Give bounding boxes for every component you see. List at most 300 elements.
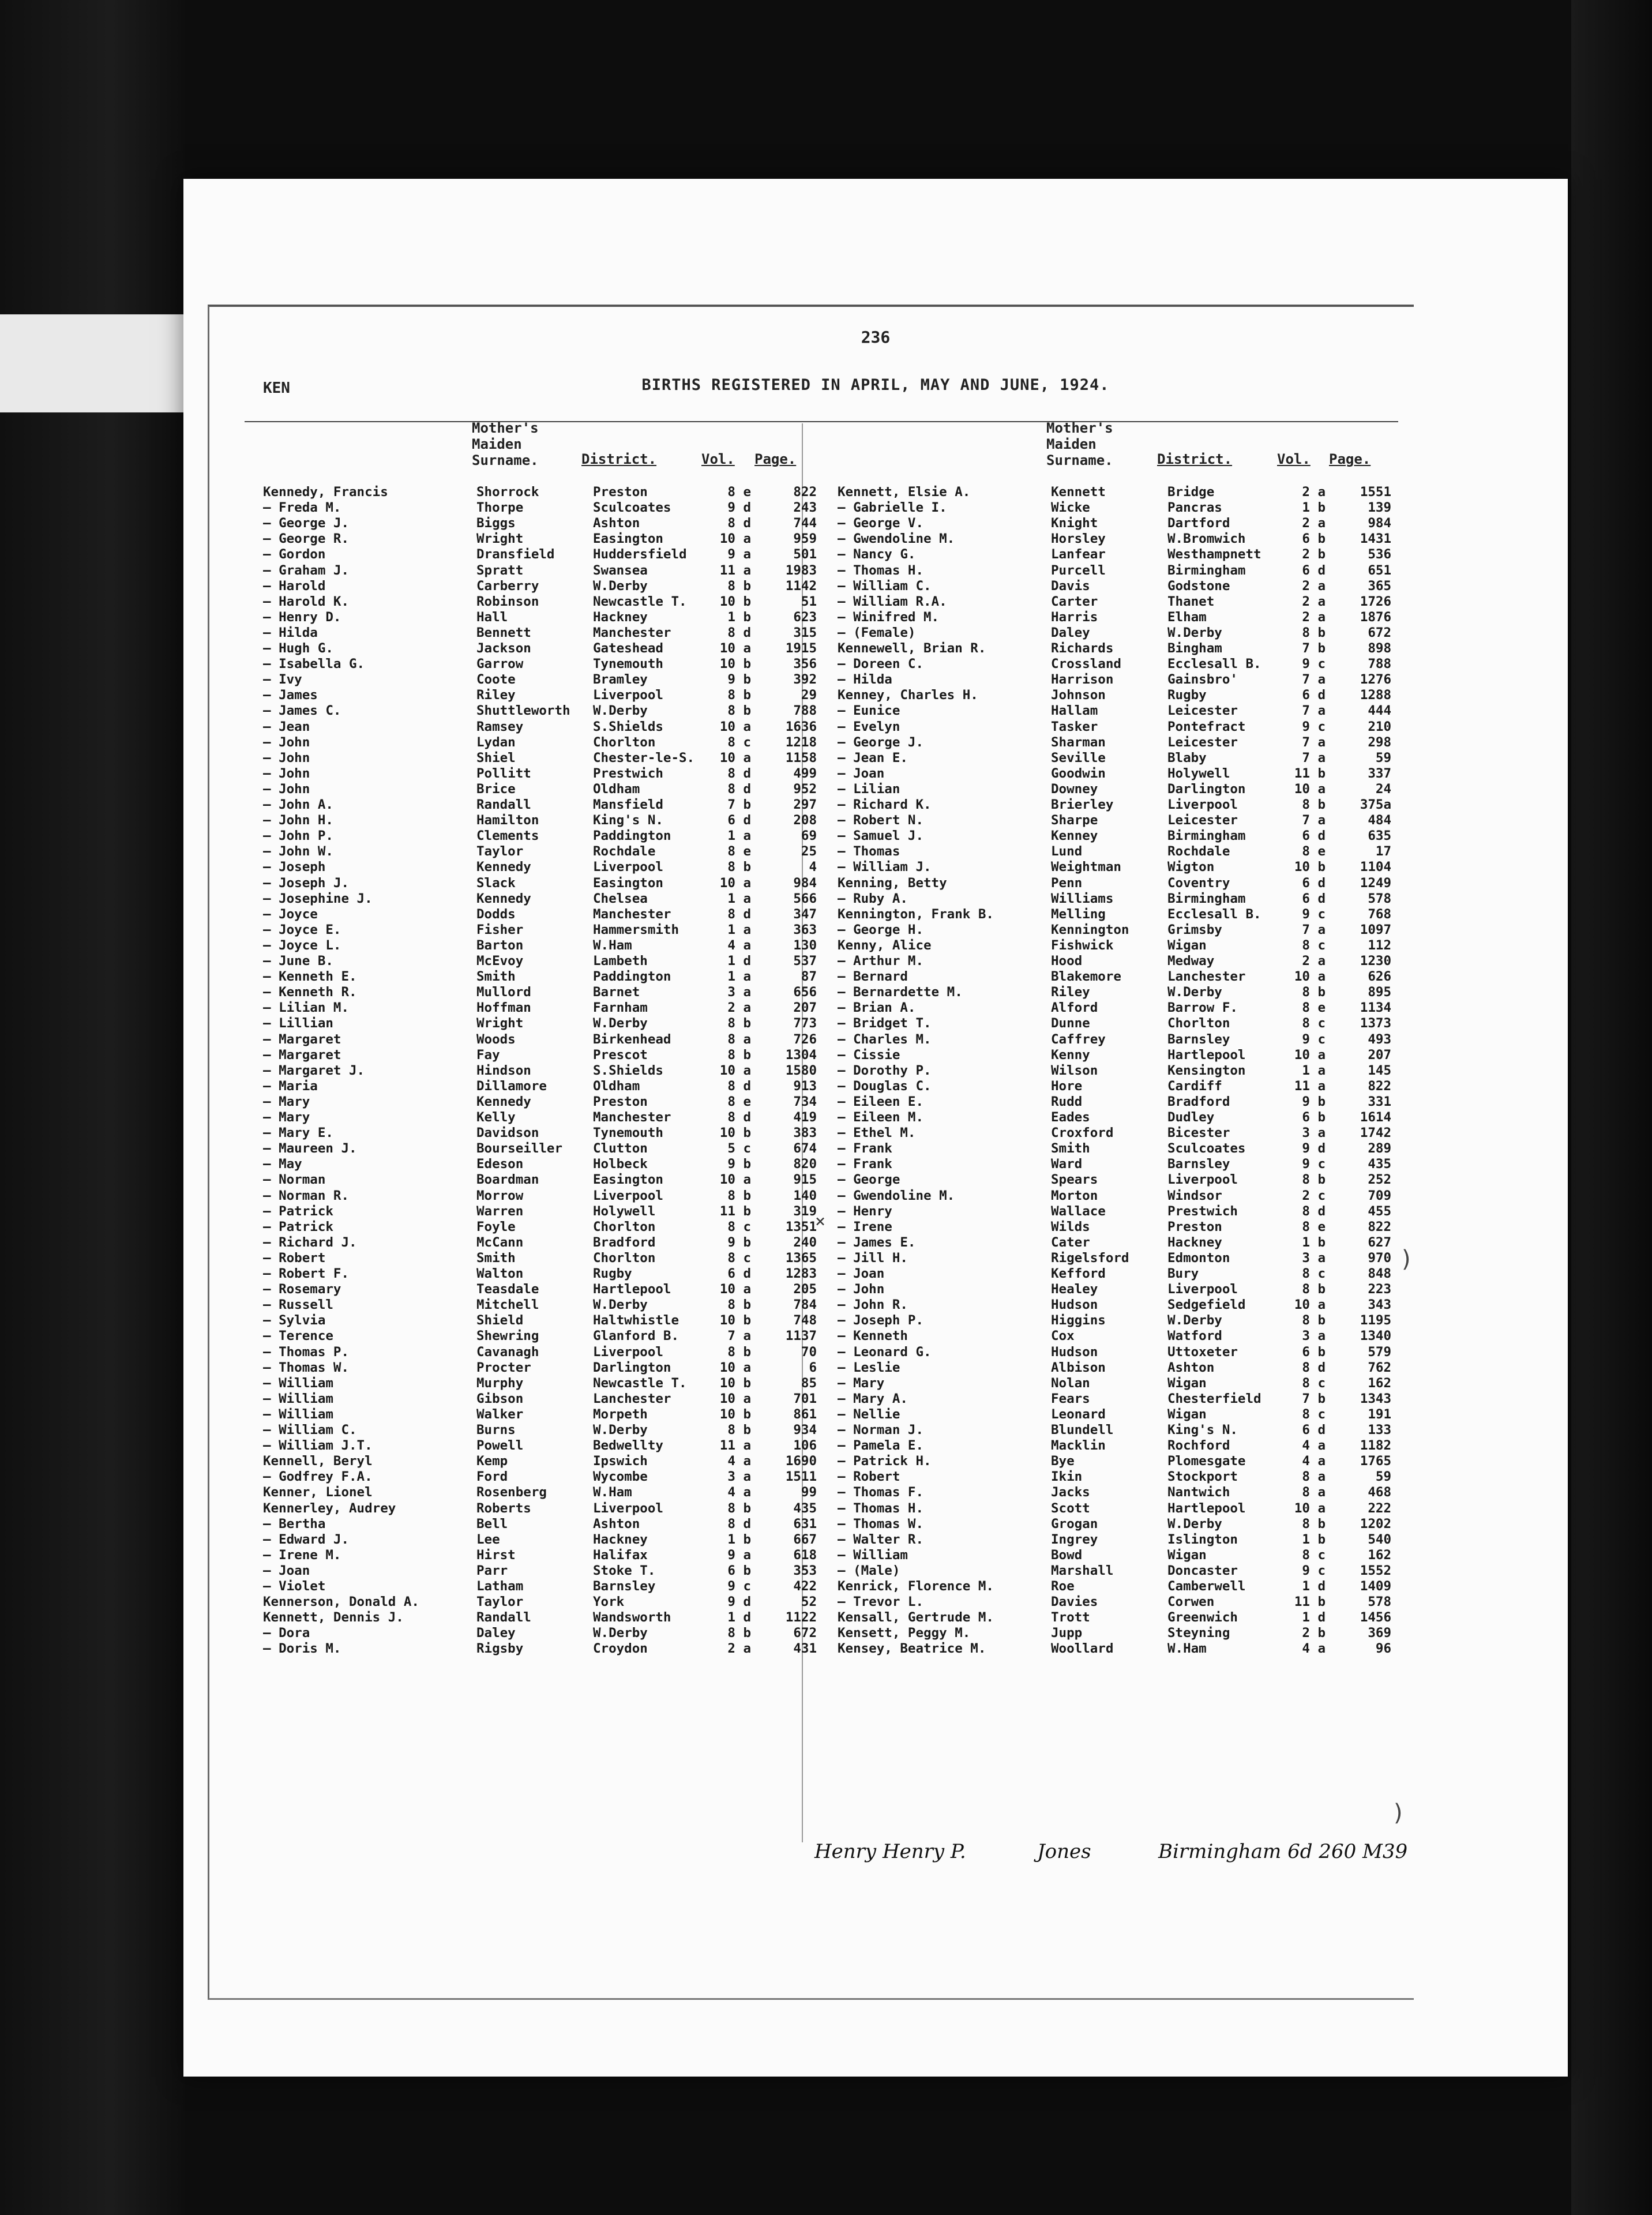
entry-volume: 8 b <box>727 1188 751 1203</box>
entry-maiden-surname: Woods <box>476 1031 516 1047</box>
entry-district: Hammersmith <box>593 922 679 937</box>
entry-page: 1915 <box>785 641 817 656</box>
entry-page: 29 <box>801 688 817 703</box>
entry-district: Lambeth <box>593 953 648 968</box>
entry-page: 356 <box>793 656 817 672</box>
entry-volume: 9 d <box>727 1594 751 1610</box>
entry-maiden-surname: Fisher <box>476 922 524 937</box>
entry-volume: 8 a <box>727 1031 751 1047</box>
entry-page: 145 <box>1368 1063 1391 1078</box>
entry-maiden-surname: Hindson <box>476 1063 531 1078</box>
margin-mark: ) <box>1402 1246 1411 1272</box>
entry-name: Kenning, Betty <box>838 875 947 891</box>
entry-maiden-surname: Burns <box>476 1422 516 1437</box>
entry-volume: 8 d <box>727 765 751 781</box>
entry-volume: 2 c <box>1302 1188 1326 1203</box>
entry-district: S.Shields <box>593 1063 663 1078</box>
entry-district: Liverpool <box>593 1188 663 1203</box>
entry-district: W.Ham <box>1167 1641 1207 1657</box>
entry-volume: 8 b <box>727 1500 751 1516</box>
entry-volume: 1 a <box>727 969 751 985</box>
entry-maiden-surname: Randall <box>476 1610 531 1625</box>
entry-district: Westhampnett <box>1167 547 1261 562</box>
entry-maiden-surname: Ward <box>1051 1157 1083 1172</box>
left-page-heading: Page. <box>754 451 797 467</box>
entry-page: 970 <box>1368 1250 1391 1266</box>
entry-name: — George J. <box>263 516 350 531</box>
entry-volume: 8 e <box>1302 1219 1326 1234</box>
entry-page: 25 <box>801 844 817 859</box>
entry-maiden-surname: Roberts <box>476 1500 531 1516</box>
entry-page: 934 <box>793 1422 817 1437</box>
entry-page: 69 <box>801 828 817 844</box>
entry-district: Pontefract <box>1167 719 1246 734</box>
entry-district: Pancras <box>1167 500 1222 516</box>
entry-name: — James C. <box>263 703 341 719</box>
entry-page: 1983 <box>785 562 817 578</box>
entry-maiden-surname: Shewring <box>476 1328 539 1344</box>
entry-district: Rugby <box>593 1266 632 1281</box>
entry-maiden-surname: Bourseiller <box>476 1141 563 1157</box>
entry-maiden-surname: Kennedy <box>476 891 531 906</box>
entry-district: Chelsea <box>593 891 648 906</box>
entry-page: 1552 <box>1360 1563 1391 1578</box>
entry-district: Holywell <box>593 1203 656 1219</box>
entry-page: 422 <box>793 1579 817 1594</box>
entry-district: Bramley <box>593 672 648 688</box>
entry-maiden-surname: Johnson <box>1051 688 1106 703</box>
entry-name: — Thomas F. <box>838 1485 924 1500</box>
entry-name: — Lilian <box>838 781 900 797</box>
entry-name: — Sylvia <box>263 1313 326 1328</box>
entry-maiden-surname: Kefford <box>1051 1266 1106 1281</box>
entry-volume: 1 d <box>1302 1610 1326 1625</box>
entry-district: Mansfield <box>593 797 663 812</box>
entry-volume: 8 d <box>1302 1360 1326 1375</box>
entry-district: W.Derby <box>593 578 648 594</box>
entry-page: 1218 <box>785 734 817 750</box>
handwritten-maiden: Jones <box>1037 1840 1091 1863</box>
entry-page: 298 <box>1368 734 1391 750</box>
entry-page: 315 <box>793 625 817 640</box>
entry-name: — Kenneth E. <box>263 969 357 985</box>
entry-maiden-surname: Ford <box>476 1469 508 1485</box>
entry-maiden-surname: Shorrock <box>476 485 539 500</box>
entry-page: 822 <box>1368 1078 1391 1094</box>
entry-page: 959 <box>793 531 817 547</box>
entry-name: Kennington, Frank B. <box>838 906 994 922</box>
entry-district: Medway <box>1167 953 1215 968</box>
entry-district: Barnsley <box>1167 1157 1230 1172</box>
entry-name: — Graham J. <box>263 562 350 578</box>
entry-maiden-surname: Smith <box>476 969 516 985</box>
entry-page: 319 <box>793 1203 817 1219</box>
entry-maiden-surname: Sharpe <box>1051 813 1098 828</box>
entry-district: W.Derby <box>593 1625 648 1641</box>
entry-maiden-surname: Purcell <box>1051 562 1106 578</box>
entry-district: Coventry <box>1167 875 1230 891</box>
entry-volume: 2 a <box>1302 609 1326 625</box>
entry-district: Glanford B. <box>593 1328 679 1344</box>
entry-district: Elham <box>1167 609 1207 625</box>
entry-district: Birmingham <box>1167 562 1246 578</box>
entry-page: 1122 <box>785 1610 817 1625</box>
heading-line: Maiden <box>1046 436 1097 452</box>
entry-name: — Lillian <box>263 1016 333 1031</box>
entry-page: 4 <box>809 859 817 875</box>
entry-district: Hackney <box>593 1531 648 1547</box>
entry-maiden-surname: Kenny <box>1051 1047 1090 1063</box>
entry-volume: 11 a <box>719 562 751 578</box>
entry-page: 208 <box>793 813 817 828</box>
entry-maiden-surname: Morton <box>1051 1188 1098 1203</box>
entry-name: — Maureen J. <box>263 1141 357 1157</box>
entry-name: — Joyce E. <box>263 922 341 937</box>
entry-volume: 10 a <box>719 1063 751 1078</box>
entry-name: — Isabella G. <box>263 656 365 672</box>
entry-page: 898 <box>1368 641 1391 656</box>
entry-maiden-surname: Trott <box>1051 1610 1090 1625</box>
entry-name: — James <box>263 688 318 703</box>
entry-district: W.Bromwich <box>1167 531 1246 547</box>
entry-name: — (Male) <box>838 1563 900 1578</box>
entry-name: Kennedy, Francis <box>263 485 388 500</box>
entry-name: — Leslie <box>838 1360 900 1375</box>
right-vol-heading: Vol. <box>1277 451 1311 467</box>
entry-district: W.Derby <box>1167 625 1222 640</box>
entry-name: — Henry <box>838 1203 892 1219</box>
entry-volume: 8 a <box>1302 1469 1326 1485</box>
entry-name: — Cissie <box>838 1047 900 1063</box>
entry-page: 1636 <box>785 719 817 734</box>
entry-maiden-surname: Shuttleworth <box>476 703 570 719</box>
entry-page: 59 <box>1375 1469 1391 1485</box>
entry-name: — Joan <box>838 1266 885 1281</box>
entry-name: — Hilda <box>838 672 892 688</box>
entry-district: Cardiff <box>1167 1078 1222 1094</box>
entry-name: — Trevor L. <box>838 1594 924 1610</box>
entry-volume: 8 a <box>1302 1485 1326 1500</box>
entry-maiden-surname: Knight <box>1051 516 1098 531</box>
entry-volume: 10 a <box>1294 781 1326 797</box>
entry-volume: 6 d <box>727 1266 751 1281</box>
entry-volume: 8 b <box>727 1625 751 1641</box>
entry-volume: 9 b <box>727 1234 751 1250</box>
entry-volume: 9 a <box>727 547 751 562</box>
entry-maiden-surname: Carter <box>1051 594 1098 609</box>
index-code: KEN <box>263 380 290 397</box>
entry-name: — Gabrielle I. <box>838 500 947 516</box>
entry-name: — Brian A. <box>838 1000 916 1016</box>
entry-name: — Nancy G. <box>838 547 916 562</box>
entry-district: Newcastle T. <box>593 594 687 609</box>
entry-maiden-surname: Davidson <box>476 1125 539 1141</box>
entry-district: Manchester <box>593 625 671 640</box>
entry-name: — George R. <box>263 531 350 547</box>
entry-volume: 1 b <box>1302 1234 1326 1250</box>
entry-page: 133 <box>1368 1422 1391 1437</box>
entry-maiden-surname: Davies <box>1051 1594 1098 1610</box>
entry-page: 17 <box>1375 844 1391 859</box>
entry-volume: 9 a <box>727 1547 751 1563</box>
entry-name: — Thomas H. <box>838 562 924 578</box>
entry-volume: 2 a <box>1302 578 1326 594</box>
entry-name: — Frank <box>838 1157 892 1172</box>
entry-volume: 9 c <box>1302 656 1326 672</box>
entry-volume: 11 b <box>719 1203 751 1219</box>
entry-name: — John R. <box>838 1297 908 1313</box>
entry-name: — Robert F. <box>263 1266 350 1281</box>
entry-page: 252 <box>1368 1172 1391 1188</box>
entry-name: — Godfrey F.A. <box>263 1469 373 1485</box>
entry-page: 822 <box>793 485 817 500</box>
entry-maiden-surname: Rosenberg <box>476 1485 547 1500</box>
entry-name: — John A. <box>263 797 333 812</box>
entry-district: Bedwellty <box>593 1438 663 1454</box>
heading-line: Mother's <box>472 420 539 436</box>
entry-volume: 6 d <box>1302 1422 1326 1437</box>
entry-maiden-surname: Dodds <box>476 906 516 922</box>
entry-maiden-surname: Wright <box>476 1016 524 1031</box>
entry-name: — John <box>263 781 310 797</box>
entry-name: — Douglas C. <box>838 1078 932 1094</box>
entry-name: — Joan <box>263 1563 310 1578</box>
entry-name: — May <box>263 1157 302 1172</box>
scanner-background-right <box>1571 0 1652 2215</box>
entry-district: Hartlepool <box>1167 1047 1246 1063</box>
entry-page: 618 <box>793 1547 817 1563</box>
entry-district: Manchester <box>593 1110 671 1125</box>
entry-district: Hartlepool <box>593 1282 671 1297</box>
entry-volume: 7 b <box>1302 1391 1326 1406</box>
entry-page: 419 <box>793 1110 817 1125</box>
entry-maiden-surname: Woollard <box>1051 1641 1114 1657</box>
entry-maiden-surname: Kennedy <box>476 859 531 875</box>
entry-district: Ashton <box>593 516 640 531</box>
entry-page: 1876 <box>1360 609 1391 625</box>
entry-page: 1742 <box>1360 1125 1391 1141</box>
entry-maiden-surname: Bye <box>1051 1454 1075 1469</box>
entry-district: Paddington <box>593 828 671 844</box>
entry-name: — Thomas <box>838 844 900 859</box>
entry-page: 139 <box>1368 500 1391 516</box>
entry-page: 1142 <box>785 578 817 594</box>
entry-maiden-surname: Scott <box>1051 1500 1090 1516</box>
entry-page: 353 <box>793 1563 817 1578</box>
entry-maiden-surname: Roe <box>1051 1579 1075 1594</box>
entry-volume: 8 d <box>727 1110 751 1125</box>
entry-name: — Dorothy P. <box>838 1063 932 1078</box>
entry-volume: 7 a <box>727 1328 751 1344</box>
entry-name: — George <box>838 1172 900 1188</box>
entry-name: — William R.A. <box>838 594 947 609</box>
entry-district: Lanchester <box>1167 969 1246 985</box>
entry-volume: 1 a <box>727 922 751 937</box>
entry-page: 87 <box>801 969 817 985</box>
entry-page: 363 <box>793 922 817 937</box>
entry-volume: 10 a <box>719 531 751 547</box>
entry-page: 1373 <box>1360 1016 1391 1031</box>
left-vol-heading: Vol. <box>701 451 735 467</box>
entry-name: — Harold <box>263 578 326 594</box>
entry-district: Greenwich <box>1167 1610 1238 1625</box>
entry-district: Grimsby <box>1167 922 1222 937</box>
entry-district: Ecclesall B. <box>1167 906 1261 922</box>
entry-name: — Mary E. <box>263 1125 333 1141</box>
entry-district: Liverpool <box>1167 1172 1238 1188</box>
entry-volume: 9 b <box>727 1157 751 1172</box>
entry-volume: 1 b <box>1302 1531 1326 1547</box>
entry-name: — Lilian M. <box>263 1000 350 1016</box>
entry-volume: 9 d <box>727 500 751 516</box>
entry-volume: 11 b <box>1294 1594 1326 1610</box>
entry-volume: 8 b <box>1302 1172 1326 1188</box>
entry-page: 822 <box>1368 1219 1391 1234</box>
entry-page: 984 <box>1368 516 1391 531</box>
entry-name: — Mary <box>263 1110 310 1125</box>
entry-district: Easington <box>593 875 663 891</box>
entry-page: 51 <box>801 594 817 609</box>
entry-page: 578 <box>1368 1594 1391 1610</box>
entry-page: 1551 <box>1360 485 1391 500</box>
entry-district: Wandsworth <box>593 1610 671 1625</box>
entry-volume: 8 c <box>727 1250 751 1266</box>
entry-page: 493 <box>1368 1031 1391 1047</box>
entry-name: — William <box>263 1391 333 1406</box>
entry-page: 331 <box>1368 1094 1391 1109</box>
entry-volume: 1 a <box>1302 1063 1326 1078</box>
entry-volume: 2 a <box>1302 594 1326 609</box>
entry-volume: 10 b <box>719 1313 751 1328</box>
entry-page: 1276 <box>1360 672 1391 688</box>
entry-page: 626 <box>1368 969 1391 985</box>
entry-page: 1690 <box>785 1454 817 1469</box>
entry-maiden-surname: Carberry <box>476 578 539 594</box>
entry-maiden-surname: Eades <box>1051 1110 1090 1125</box>
entry-maiden-surname: Wicke <box>1051 500 1090 516</box>
entry-volume: 8 b <box>727 859 751 875</box>
entry-name: — George V. <box>838 516 924 531</box>
entry-volume: 7 a <box>1302 922 1326 937</box>
entry-page: 788 <box>1368 656 1391 672</box>
entry-page: 672 <box>793 1625 817 1641</box>
entry-volume: 10 a <box>719 875 751 891</box>
entry-page: 484 <box>1368 813 1391 828</box>
entry-name: — William J.T. <box>263 1438 373 1454</box>
entry-maiden-surname: Spears <box>1051 1172 1098 1188</box>
entry-maiden-surname: Warren <box>476 1203 524 1219</box>
entry-maiden-surname: Horsley <box>1051 531 1106 547</box>
entry-district: Chorlton <box>593 1250 656 1266</box>
entry-volume: 8 b <box>727 578 751 594</box>
entry-page: 1340 <box>1360 1328 1391 1344</box>
entry-page: 820 <box>793 1157 817 1172</box>
entry-volume: 2 a <box>727 1000 751 1016</box>
heading-line: Surname. <box>1046 452 1113 468</box>
entry-name: — Jill H. <box>838 1250 908 1266</box>
entry-volume: 9 c <box>727 1579 751 1594</box>
entry-page: 762 <box>1368 1360 1391 1375</box>
entry-name: — Kenneth R. <box>263 985 357 1000</box>
entry-page: 375a <box>1360 797 1391 812</box>
margin-mark: ) <box>1394 1800 1403 1826</box>
entry-maiden-surname: Seville <box>1051 750 1106 765</box>
entry-district: Ashton <box>593 1516 640 1531</box>
entry-page: 1365 <box>785 1250 817 1266</box>
entry-page: 207 <box>1368 1047 1391 1063</box>
entry-name: — Richard J. <box>263 1234 357 1250</box>
entry-district: Rochford <box>1167 1438 1230 1454</box>
entry-maiden-surname: Morrow <box>476 1188 524 1203</box>
entry-name: — Hugh G. <box>263 641 333 656</box>
entry-district: Preston <box>593 485 648 500</box>
entry-name: — Patrick <box>263 1203 333 1219</box>
entry-maiden-surname: Procter <box>476 1360 531 1375</box>
entry-district: Oldham <box>593 781 640 797</box>
entry-maiden-surname: Kemp <box>476 1454 508 1469</box>
entry-volume: 2 b <box>1302 547 1326 562</box>
entry-page: 1134 <box>1360 1000 1391 1016</box>
entry-district: Steyning <box>1167 1625 1230 1641</box>
entry-maiden-surname: Ramsey <box>476 719 524 734</box>
entry-district: Farnham <box>593 1000 648 1016</box>
entry-maiden-surname: Tasker <box>1051 719 1098 734</box>
entry-district: Gateshead <box>593 641 663 656</box>
entry-name: — Winifred M. <box>838 609 940 625</box>
entry-name: Kennerley, Audrey <box>263 1500 396 1516</box>
entry-volume: 8 e <box>727 1094 751 1109</box>
entry-page: 1765 <box>1360 1454 1391 1469</box>
entry-volume: 10 a <box>1294 1297 1326 1313</box>
entry-name: Kensett, Peggy M. <box>838 1625 971 1641</box>
entry-district: Bingham <box>1167 641 1222 656</box>
entry-district: Wigan <box>1167 937 1207 953</box>
entry-maiden-surname: Blundell <box>1051 1422 1114 1437</box>
entry-volume: 8 c <box>1302 1406 1326 1422</box>
entry-maiden-surname: Daley <box>476 1625 516 1641</box>
entry-name: — Jean E. <box>838 750 908 765</box>
entry-volume: 8 c <box>1302 937 1326 953</box>
entry-maiden-surname: Hamilton <box>476 813 539 828</box>
entry-maiden-surname: Fishwick <box>1051 937 1114 953</box>
entry-page: 1283 <box>785 1266 817 1281</box>
entry-page: 99 <box>801 1485 817 1500</box>
entry-maiden-surname: Blakemore <box>1051 969 1121 985</box>
entry-page: 222 <box>1368 1500 1391 1516</box>
entry-volume: 8 b <box>727 1297 751 1313</box>
entry-district: Barnsley <box>593 1579 656 1594</box>
entry-volume: 10 a <box>719 1360 751 1375</box>
entry-maiden-surname: Clements <box>476 828 539 844</box>
entry-name: — William J. <box>838 859 932 875</box>
entry-name: — Gwendoline M. <box>838 531 955 547</box>
entry-page: 112 <box>1368 937 1391 953</box>
entry-volume: 8 d <box>727 625 751 640</box>
handwritten-name: Henry Henry P. <box>814 1840 966 1863</box>
entry-district: Rochdale <box>1167 844 1230 859</box>
entry-page: 773 <box>793 1016 817 1031</box>
entry-maiden-surname: Kennington <box>1051 922 1129 937</box>
entry-district: Wigan <box>1167 1547 1207 1563</box>
entry-district: Liverpool <box>1167 1282 1238 1297</box>
entry-maiden-surname: Rudd <box>1051 1094 1083 1109</box>
entry-page: 6 <box>809 1360 817 1375</box>
entry-volume: 1 b <box>727 1531 751 1547</box>
entry-district: Haltwhistle <box>593 1313 679 1328</box>
entry-maiden-surname: Albison <box>1051 1360 1106 1375</box>
entry-page: 289 <box>1368 1141 1391 1157</box>
entry-page: 130 <box>793 937 817 953</box>
